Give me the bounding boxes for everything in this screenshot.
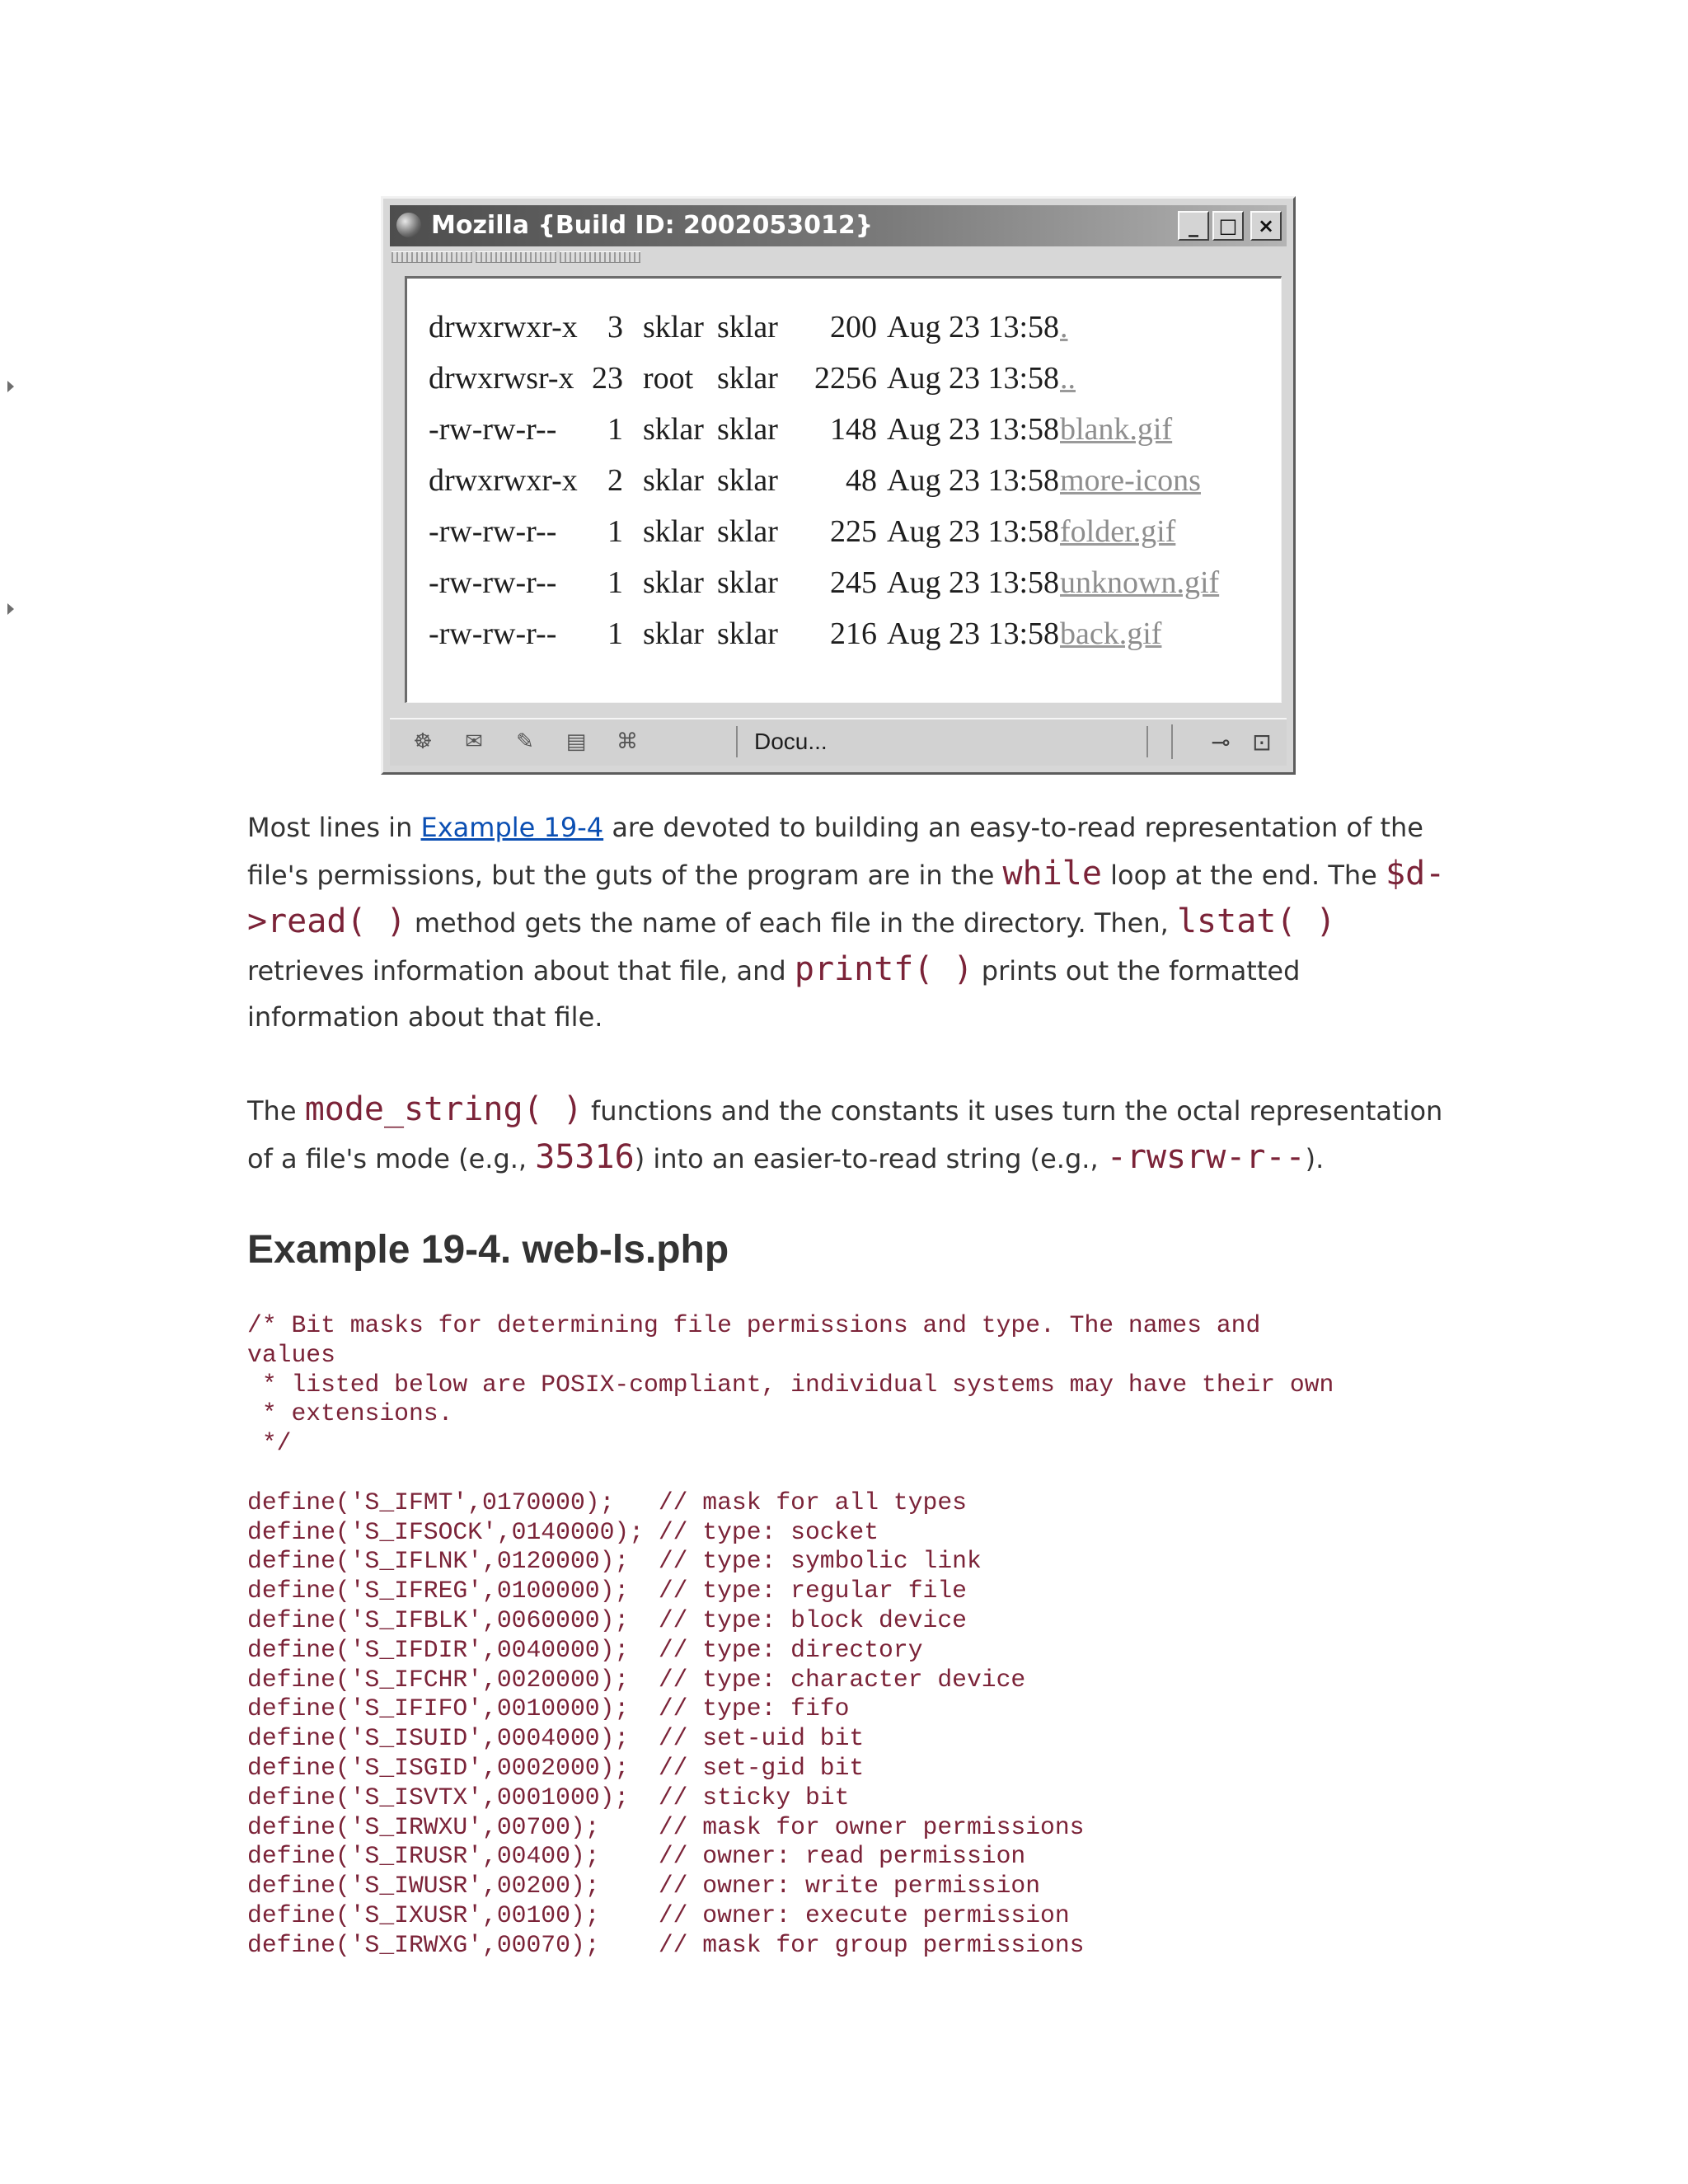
security-lock-icon[interactable]: ⊡ — [1252, 728, 1272, 756]
inline-code-while: while — [1002, 855, 1102, 893]
listing-permissions: -rw-rw-r-- — [429, 412, 557, 447]
mozilla-window — [381, 196, 1296, 775]
listing-size: 200 — [830, 310, 877, 344]
paragraph-text: functions and the constants it uses turn the octal representation of a file's mode (e.g., — [247, 1095, 1443, 1174]
example-19-4-link[interactable]: Example 19-4 — [420, 812, 604, 843]
listing-date: Aug 23 13:58 — [887, 565, 1059, 600]
paragraph-text: The — [247, 1095, 305, 1127]
listing-links: 1 — [607, 616, 623, 651]
example-heading: Example 19-4. web-ls.php — [247, 1228, 729, 1272]
code-listing: /* Bit masks for determining file permissions and type. The names and values * listed below are POSIX-compliant, individual systems may have their own * extensions. */ define('S_IFMT',0170000); // mask for all types define('S_IFSOCK',0140000); // type: socket define('S_IFLNK',0120000); // type: symbolic link define('S_IFREG',0100000); // type: regular file define('S_IFBLK',0060000); // type: block device define('S_IFDIR',0040000); // type: directory define('S_IFCHR',0020000); // type: character device define('S_IFIFO',0010000); // type: fifo define('S_ISUID',0004000); // set-uid bit define('S_ISGID',0002000); // set-gid bit define('S_ISVTX',0001000); // sticky bit define('S_IRWXU',00700); // mask for owner permissions define('S_IRUSR',00400); // owner: read permission define('S_IWUSR',00200); // owner: write permission define('S_IXUSR',00100); // owner: execute permission define('S_IRWXG',00070); // mask for group permissions — [247, 1311, 1334, 1959]
listing-links: 23 — [592, 361, 623, 396]
listing-owner: sklar — [643, 310, 704, 344]
paragraph-text: loop at the end. The — [1101, 860, 1386, 891]
listing-group: sklar — [717, 361, 778, 396]
listing-permissions: -rw-rw-r-- — [429, 565, 557, 600]
listing-group: sklar — [717, 565, 778, 600]
listing-date: Aug 23 13:58 — [887, 616, 1059, 651]
listing-owner: sklar — [643, 463, 704, 498]
paragraph-text: Most lines in — [247, 812, 421, 843]
listing-date: Aug 23 13:58 — [887, 412, 1059, 447]
listing-owner: root — [643, 361, 694, 396]
mozilla-logo-icon — [396, 213, 421, 237]
listing-size: 2256 — [814, 361, 877, 396]
minimize-button[interactable]: _ — [1178, 211, 1209, 241]
irc-chat-icon[interactable]: ⌘ — [617, 729, 638, 754]
status-indicators — [1171, 724, 1278, 759]
listing-row — [429, 506, 1176, 557]
listing-size: 48 — [846, 463, 877, 498]
paragraph-text: are devoted to building an easy-to-read representation of the file's permissions, but the guts of the program are in the — [247, 812, 1423, 891]
sidebar-toggle-icon[interactable] — [7, 381, 14, 392]
status-text: Docu... — [736, 726, 1148, 757]
inline-code-mode-string: mode_string( ) — [304, 1090, 583, 1128]
paragraph-text: retrieves information about that file, and — [247, 955, 795, 987]
toolbar-grippy[interactable] — [560, 251, 640, 263]
toolbar-grippy[interactable] — [392, 251, 472, 263]
mail-icon[interactable]: ✉ — [465, 729, 483, 754]
listing-group: sklar — [717, 310, 778, 344]
paragraph-text: ) into an easier-to-read string (e.g., — [634, 1143, 1107, 1174]
listing-filename-link[interactable]: blank.gif — [1060, 412, 1173, 447]
listing-date: Aug 23 13:58 — [887, 310, 1059, 344]
window-titlebar — [390, 205, 1287, 246]
inline-code-mode: -rwsrw-r-- — [1106, 1138, 1306, 1176]
listing-owner: sklar — [643, 412, 704, 447]
body-paragraph — [247, 804, 1451, 1040]
component-bar — [406, 728, 644, 756]
listing-filename-link[interactable]: .. — [1060, 361, 1076, 396]
listing-links: 3 — [607, 310, 623, 344]
listing-permissions: -rw-rw-r-- — [429, 616, 557, 651]
listing-owner: sklar — [643, 565, 704, 600]
listing-date: Aug 23 13:58 — [887, 514, 1059, 549]
inline-code-octal: 35316 — [535, 1138, 635, 1176]
inline-code-read: $d->read( ) — [247, 855, 1446, 940]
toolbar-grippy[interactable] — [476, 251, 556, 263]
inline-code-lstat: lstat( ) — [1176, 902, 1336, 940]
directory-listing — [429, 302, 1220, 659]
inline-code-printf: printf( ) — [794, 950, 973, 988]
listing-filename-link[interactable]: unknown.gif — [1060, 565, 1220, 600]
toolbar-grippies — [392, 251, 640, 263]
listing-links: 1 — [607, 565, 623, 600]
listing-links: 2 — [607, 463, 623, 498]
listing-permissions: drwxrwsr-x — [429, 361, 574, 396]
listing-group: sklar — [717, 412, 778, 447]
listing-filename-link[interactable]: folder.gif — [1060, 514, 1176, 549]
listing-links: 1 — [607, 514, 623, 549]
paragraph-text: ). — [1305, 1143, 1325, 1174]
window-controls — [1178, 211, 1282, 241]
listing-size: 216 — [830, 616, 877, 651]
listing-links: 1 — [607, 412, 623, 447]
listing-size: 225 — [830, 514, 877, 549]
listing-row — [429, 302, 1068, 353]
listing-date: Aug 23 13:58 — [887, 463, 1059, 498]
listing-group: sklar — [717, 616, 778, 651]
status-bar — [390, 718, 1287, 766]
navigator-icon[interactable]: ☸ — [413, 729, 433, 754]
listing-filename-link[interactable]: . — [1060, 310, 1068, 344]
listing-date: Aug 23 13:58 — [887, 361, 1059, 396]
paragraph-text: method gets the name of each file in the directory. Then, — [406, 907, 1177, 939]
listing-row — [429, 455, 1201, 506]
listing-row — [429, 404, 1173, 455]
listing-filename-link[interactable]: back.gif — [1060, 616, 1162, 651]
listing-group: sklar — [717, 514, 778, 549]
address-book-icon[interactable]: ▤ — [565, 729, 587, 754]
sidebar-toggle-icon[interactable] — [7, 603, 14, 615]
paragraph-text: prints out the formatted information about that file. — [247, 955, 1301, 1033]
listing-permissions: drwxrwxr-x — [429, 463, 578, 498]
content-viewport — [405, 276, 1282, 703]
listing-row — [429, 608, 1162, 659]
composer-icon[interactable]: ✎ — [516, 729, 534, 754]
online-plug-icon[interactable]: ⊸ — [1211, 728, 1231, 756]
listing-owner: sklar — [643, 514, 704, 549]
listing-group: sklar — [717, 463, 778, 498]
listing-row — [429, 353, 1076, 404]
listing-owner: sklar — [643, 616, 704, 651]
window-title: Mozilla {Build ID: 2002053012} — [431, 211, 874, 240]
listing-row — [429, 557, 1220, 608]
listing-permissions: -rw-rw-r-- — [429, 514, 557, 549]
listing-filename-link[interactable]: more-icons — [1060, 463, 1201, 498]
close-button[interactable]: × — [1250, 211, 1282, 241]
listing-permissions: drwxrwxr-x — [429, 310, 578, 344]
maximize-button[interactable]: □ — [1212, 211, 1244, 241]
body-paragraph — [247, 1086, 1451, 1182]
listing-size: 245 — [830, 565, 877, 600]
listing-size: 148 — [830, 412, 877, 447]
